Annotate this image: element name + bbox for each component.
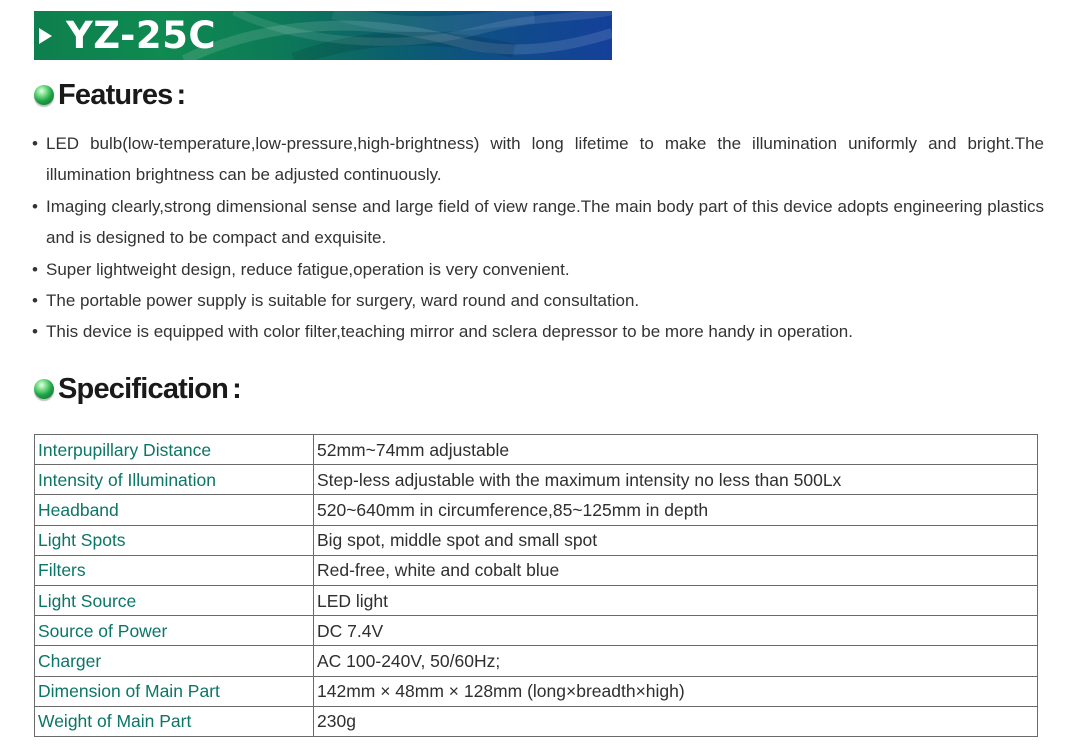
feature-item bbox=[32, 254, 1044, 285]
spec-value: 142mm × 48mm × 128mm (long×breadth×high) bbox=[314, 676, 1038, 706]
product-title-banner bbox=[34, 11, 612, 60]
spec-value: 230g bbox=[314, 706, 1038, 736]
bullet-dot: • bbox=[32, 291, 38, 311]
spec-value: 52mm~74mm adjustable bbox=[314, 435, 1038, 465]
spec-label: Charger bbox=[35, 646, 314, 676]
spec-row-dimension-of-main-part bbox=[35, 676, 1038, 706]
specification-heading-text: Specification bbox=[58, 372, 229, 405]
spec-value: Big spot, middle spot and small spot bbox=[314, 525, 1038, 555]
specification-heading bbox=[34, 372, 242, 406]
feature-text: The portable power supply is suitable for surgery, ward round and consultation. bbox=[46, 291, 640, 311]
spec-value: DC 7.4V bbox=[314, 616, 1038, 646]
product-model-title: YZ-25C bbox=[66, 14, 216, 57]
features-list bbox=[32, 128, 1044, 348]
spec-row-charger bbox=[35, 646, 1038, 676]
feature-item bbox=[32, 285, 1044, 316]
bullet-dot: • bbox=[32, 259, 38, 279]
spec-value: 520~640mm in circumference,85~125mm in depth bbox=[314, 495, 1038, 525]
spec-value: AC 100-240V, 50/60Hz; bbox=[314, 646, 1038, 676]
bullet-dot: • bbox=[32, 322, 38, 342]
specification-heading-colon: : bbox=[232, 372, 242, 405]
spec-value: Red-free, white and cobalt blue bbox=[314, 555, 1038, 585]
spec-label: Intensity of Illumination bbox=[35, 465, 314, 495]
play-arrow-icon bbox=[39, 28, 52, 44]
spec-value: LED light bbox=[314, 585, 1038, 615]
features-heading-colon: : bbox=[176, 78, 187, 111]
specification-table bbox=[34, 434, 1038, 737]
bullet-dot: • bbox=[32, 196, 38, 216]
spec-row-source-of-power bbox=[35, 616, 1038, 646]
feature-text: LED bulb(low-temperature,low-pressure,high-brightness) with long lifetime to make the illumination uniformly and bright.The illumination brightness can be adjusted continuously. bbox=[46, 134, 1044, 185]
features-heading-text: Features bbox=[58, 78, 173, 111]
spec-row-intensity-of-illumination bbox=[35, 465, 1038, 495]
spec-label: Headband bbox=[35, 495, 314, 525]
spec-row-light-spots bbox=[35, 525, 1038, 555]
features-heading bbox=[34, 78, 186, 112]
feature-item bbox=[32, 191, 1044, 254]
spec-row-filters bbox=[35, 555, 1038, 585]
spec-row-weight-of-main-part bbox=[35, 706, 1038, 736]
feature-item bbox=[32, 128, 1044, 191]
spec-value: Step-less adjustable with the maximum intensity no less than 500Lx bbox=[314, 465, 1038, 495]
spec-row-interpupillary-distance bbox=[35, 435, 1038, 465]
spec-label: Weight of Main Part bbox=[35, 706, 314, 736]
spec-label: Light Source bbox=[35, 585, 314, 615]
feature-text: Super lightweight design, reduce fatigue,operation is very convenient. bbox=[46, 259, 570, 279]
green-ball-bullet-icon bbox=[34, 85, 54, 105]
spec-label: Dimension of Main Part bbox=[35, 676, 314, 706]
spec-label: Filters bbox=[35, 555, 314, 585]
spec-label: Source of Power bbox=[35, 616, 314, 646]
feature-text: This device is equipped with color filter,teaching mirror and sclera depressor to be more handy in operation. bbox=[46, 322, 853, 342]
bullet-dot: • bbox=[32, 134, 38, 153]
spec-label: Interpupillary Distance bbox=[35, 435, 314, 465]
green-ball-bullet-icon bbox=[34, 379, 54, 399]
feature-text: Imaging clearly,strong dimensional sense and large field of view range.The main body part of this device adopts engineering plastics and is designed to be compact and exquisite. bbox=[46, 196, 1044, 248]
feature-item bbox=[32, 316, 1044, 347]
spec-row-headband bbox=[35, 495, 1038, 525]
spec-row-light-source bbox=[35, 585, 1038, 615]
spec-label: Light Spots bbox=[35, 525, 314, 555]
